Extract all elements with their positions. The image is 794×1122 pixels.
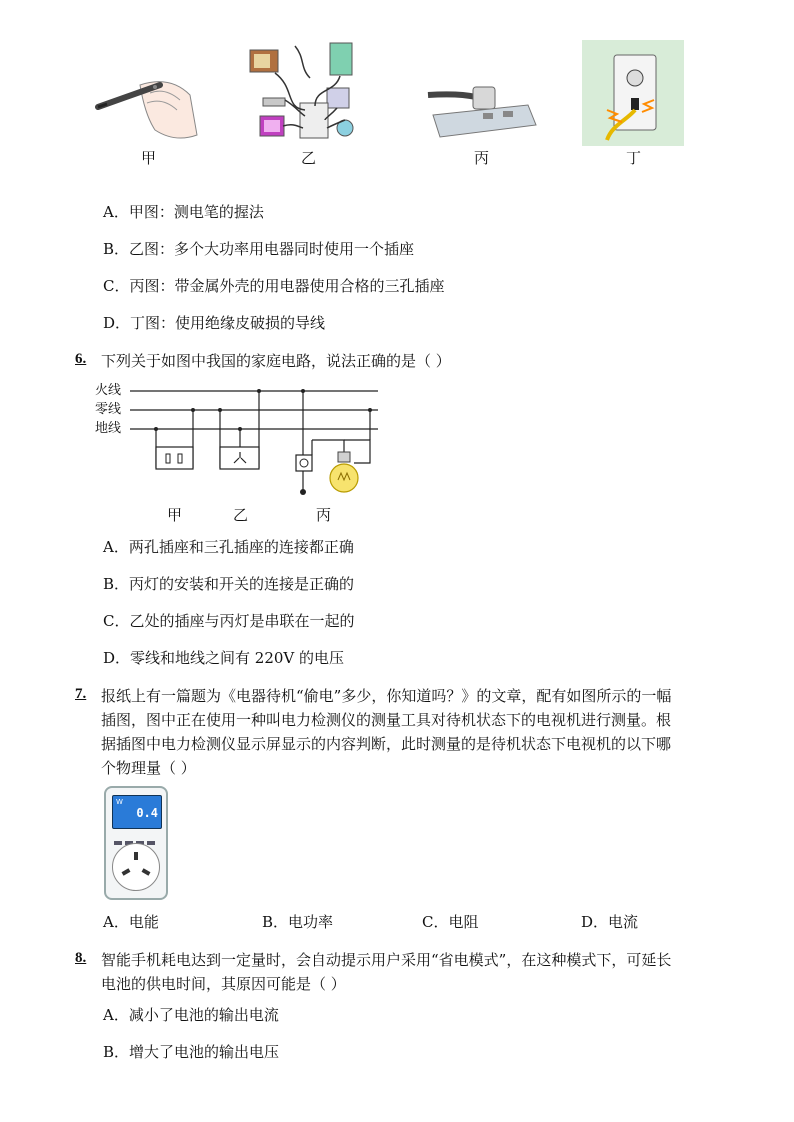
q5-option-b[interactable]: B．乙图：多个大功率用电器同时使用一个插座	[103, 240, 415, 258]
q7-option-c[interactable]: C．电阻	[422, 913, 479, 931]
circuit-label-yi: 乙	[233, 506, 249, 524]
circuit-label-jia: 甲	[167, 506, 183, 524]
meter-socket	[112, 843, 160, 891]
meter-buttons	[114, 830, 158, 835]
q6-option-a[interactable]: A．两孔插座和三孔插座的连接都正确	[103, 538, 354, 556]
q8-number: 8.	[75, 950, 87, 966]
meter-reading: 0.4	[136, 806, 158, 820]
q6-number: 6.	[75, 351, 87, 367]
q6-option-b[interactable]: B．丙灯的安装和开关的连接是正确的	[103, 575, 355, 593]
q6-option-c[interactable]: C．乙处的插座与丙灯是串联在一起的	[103, 612, 355, 630]
label-live-wire: 火线	[95, 383, 122, 398]
q5-option-c[interactable]: C．丙图：带金属外壳的用电器使用合格的三孔插座	[103, 277, 445, 295]
q8-stem-line-2: 电池的供电时间，其原因可能是（ ）	[101, 975, 346, 993]
q7-stem-line-2: 插图，图中正在使用一种叫电力检测仪的测量工具对待机状态下的电视机进行测量。根	[101, 711, 672, 729]
q7-number: 7.	[75, 686, 87, 702]
q6-option-d[interactable]: D．零线和地线之间有 220V 的电压	[103, 649, 345, 667]
q6-stem: 下列关于如图中我国的家庭电路，说法正确的是（ ）	[101, 352, 451, 370]
q7-stem-line-1: 报纸上有一篇题为《电器待机“偷电”多少，你知道吗？》的文章，配有如图所示的一幅	[101, 687, 672, 705]
q7-stem-line-3: 据插图中电力检测仪显示屏显示的内容判断，此时测量的是待机状态下电视机的以下哪	[101, 735, 672, 753]
caption-yi: 乙	[301, 149, 317, 167]
power-meter-figure	[104, 786, 168, 900]
circuit-label-bing: 丙	[316, 506, 332, 524]
caption-ding: 丁	[626, 149, 642, 167]
label-neutral-wire: 零线	[95, 402, 122, 417]
circuit-diagram	[0, 0, 794, 520]
q8-option-b[interactable]: B．增大了电池的输出电压	[103, 1043, 280, 1061]
q7-stem-line-4: 个物理量（ ）	[101, 759, 196, 777]
meter-screen	[112, 795, 162, 829]
meter-unit: W	[116, 798, 123, 806]
caption-bing: 丙	[474, 149, 490, 167]
q7-option-b[interactable]: B．电功率	[262, 913, 334, 931]
caption-jia: 甲	[141, 149, 157, 167]
q5-option-a[interactable]: A．甲图：测电笔的握法	[103, 203, 264, 221]
label-ground-wire: 地线	[95, 421, 122, 436]
q7-option-d[interactable]: D．电流	[581, 913, 639, 931]
q8-stem-line-1: 智能手机耗电达到一定量时，会自动提示用户采用“省电模式”，在这种模式下，可延长	[101, 951, 672, 969]
q7-option-a[interactable]: A．电能	[103, 913, 159, 931]
q5-option-d[interactable]: D．丁图：使用绝缘皮破损的导线	[103, 314, 326, 332]
q8-option-a[interactable]: A．减小了电池的输出电流	[103, 1006, 279, 1024]
